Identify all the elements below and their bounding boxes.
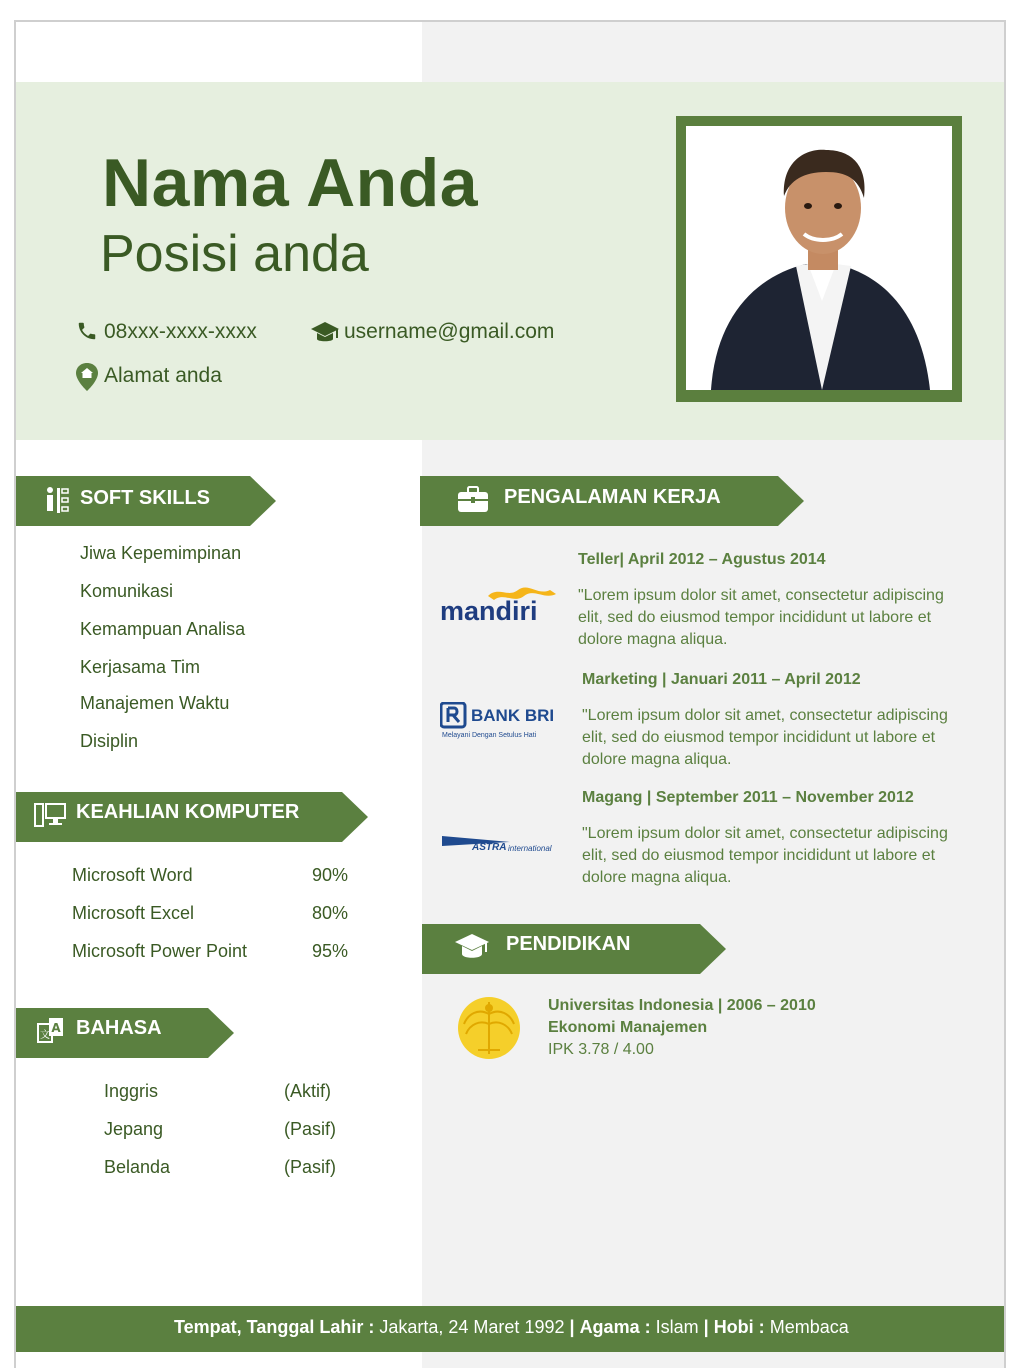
bank-bri-logo-text: BANK BRI (471, 706, 555, 725)
soft-skill-item: Jiwa Kepemimpinan (80, 543, 242, 563)
education-cap-icon (454, 932, 490, 962)
language-name: Jepang (104, 1119, 164, 1139)
language-icon (36, 1016, 66, 1046)
computer-skill-level: 95% (312, 941, 349, 961)
astra-logo (442, 834, 562, 858)
job-description: "Lorem ipsum dolor sit amet, consectetur adipiscing elit, sed do eiusmod tempor incididunt ut labore et dolore magna aliqua. (582, 825, 948, 886)
soft-skills-title: SOFT SKILLS (80, 487, 210, 509)
name-heading: Nama Anda (102, 145, 479, 221)
language-name: Inggris (104, 1081, 159, 1101)
job-description: "Lorem ipsum dolor sit amet, consectetur adipiscing elit, sed do eiusmod tempor incididunt ut labore et dolore magna aliqua. (582, 707, 948, 768)
job-title: Teller| April 2012 – Agustus 2014 (578, 551, 826, 568)
computer-icon (34, 801, 66, 831)
language-level: (Pasif) (284, 1119, 337, 1139)
education-major: Ekonomi Manajemen (548, 1019, 708, 1036)
education-title: PENDIDIKAN (506, 933, 631, 955)
computer-skill-level: 80% (312, 903, 349, 923)
phone-icon (76, 320, 98, 342)
religion-label: Agama : (579, 1317, 651, 1337)
bank-bri-logo (440, 702, 558, 744)
hobby-label: Hobi : (713, 1317, 765, 1337)
mandiri-logo-text: mandiri (440, 596, 538, 626)
position-subtitle: Posisi anda (100, 225, 369, 283)
footer-separator: | (569, 1317, 575, 1337)
birth-value: Jakarta, 24 Maret 1992 (379, 1317, 565, 1337)
birth-label: Tempat, Tanggal Lahir : (174, 1317, 375, 1337)
astra-logo-sub: international (508, 844, 552, 853)
computer-skill-name: Microsoft Word (72, 865, 193, 885)
location-icon (74, 362, 100, 392)
computer-skill-name: Microsoft Power Point (72, 941, 248, 961)
address: Alamat anda (104, 364, 222, 387)
soft-skill-item: Kerjasama Tim (80, 657, 201, 677)
svg-text:文: 文 (40, 1030, 50, 1041)
briefcase-icon (456, 484, 490, 514)
job-description: "Lorem ipsum dolor sit amet, consectetur adipiscing elit, sed do eiusmod tempor incididunt ut labore et dolore magna aliqua. (578, 587, 944, 648)
language-level: (Aktif) (284, 1081, 331, 1101)
education-school: Universitas Indonesia | 2006 – 2010 (548, 997, 816, 1014)
job-title: Magang | September 2011 – November 2012 (582, 789, 914, 806)
skills-icon (44, 484, 74, 516)
soft-skill-item: Disiplin (80, 731, 139, 751)
soft-skill-item: Kemampuan Analisa (80, 619, 246, 639)
languages-title: BAHASA (76, 1017, 162, 1039)
soft-skill-item: Komunikasi (80, 581, 174, 601)
svg-text:A: A (51, 1021, 61, 1035)
bank-bri-tagline: Melayani Dengan Setulus Hati (442, 732, 537, 739)
experience-title: PENGALAMAN KERJA (504, 486, 721, 508)
computer-skills-title: KEAHLIAN KOMPUTER (76, 801, 300, 823)
soft-skill-item: Manajemen Waktu (80, 693, 230, 713)
religion-value: Islam (655, 1317, 699, 1337)
computer-skill-level: 90% (312, 865, 349, 885)
computer-skill-name: Microsoft Excel (72, 903, 195, 923)
profile-photo (686, 126, 952, 390)
education-gpa: IPK 3.78 / 4.00 (548, 1041, 654, 1058)
astra-logo-text: ASTRA (472, 842, 507, 853)
university-logo (456, 994, 522, 1062)
language-name: Belanda (104, 1157, 171, 1177)
phone-number: 08xxx-xxxx-xxxx (104, 320, 257, 343)
hobby-value: Membaca (769, 1317, 849, 1337)
footer-separator: | (703, 1317, 709, 1337)
job-title: Marketing | Januari 2011 – April 2012 (582, 671, 861, 688)
footer-info (174, 1317, 849, 1338)
mandiri-logo (438, 584, 564, 628)
graduation-cap-icon (310, 320, 340, 346)
language-level: (Pasif) (284, 1157, 337, 1177)
email-address: username@gmail.com (344, 320, 555, 343)
